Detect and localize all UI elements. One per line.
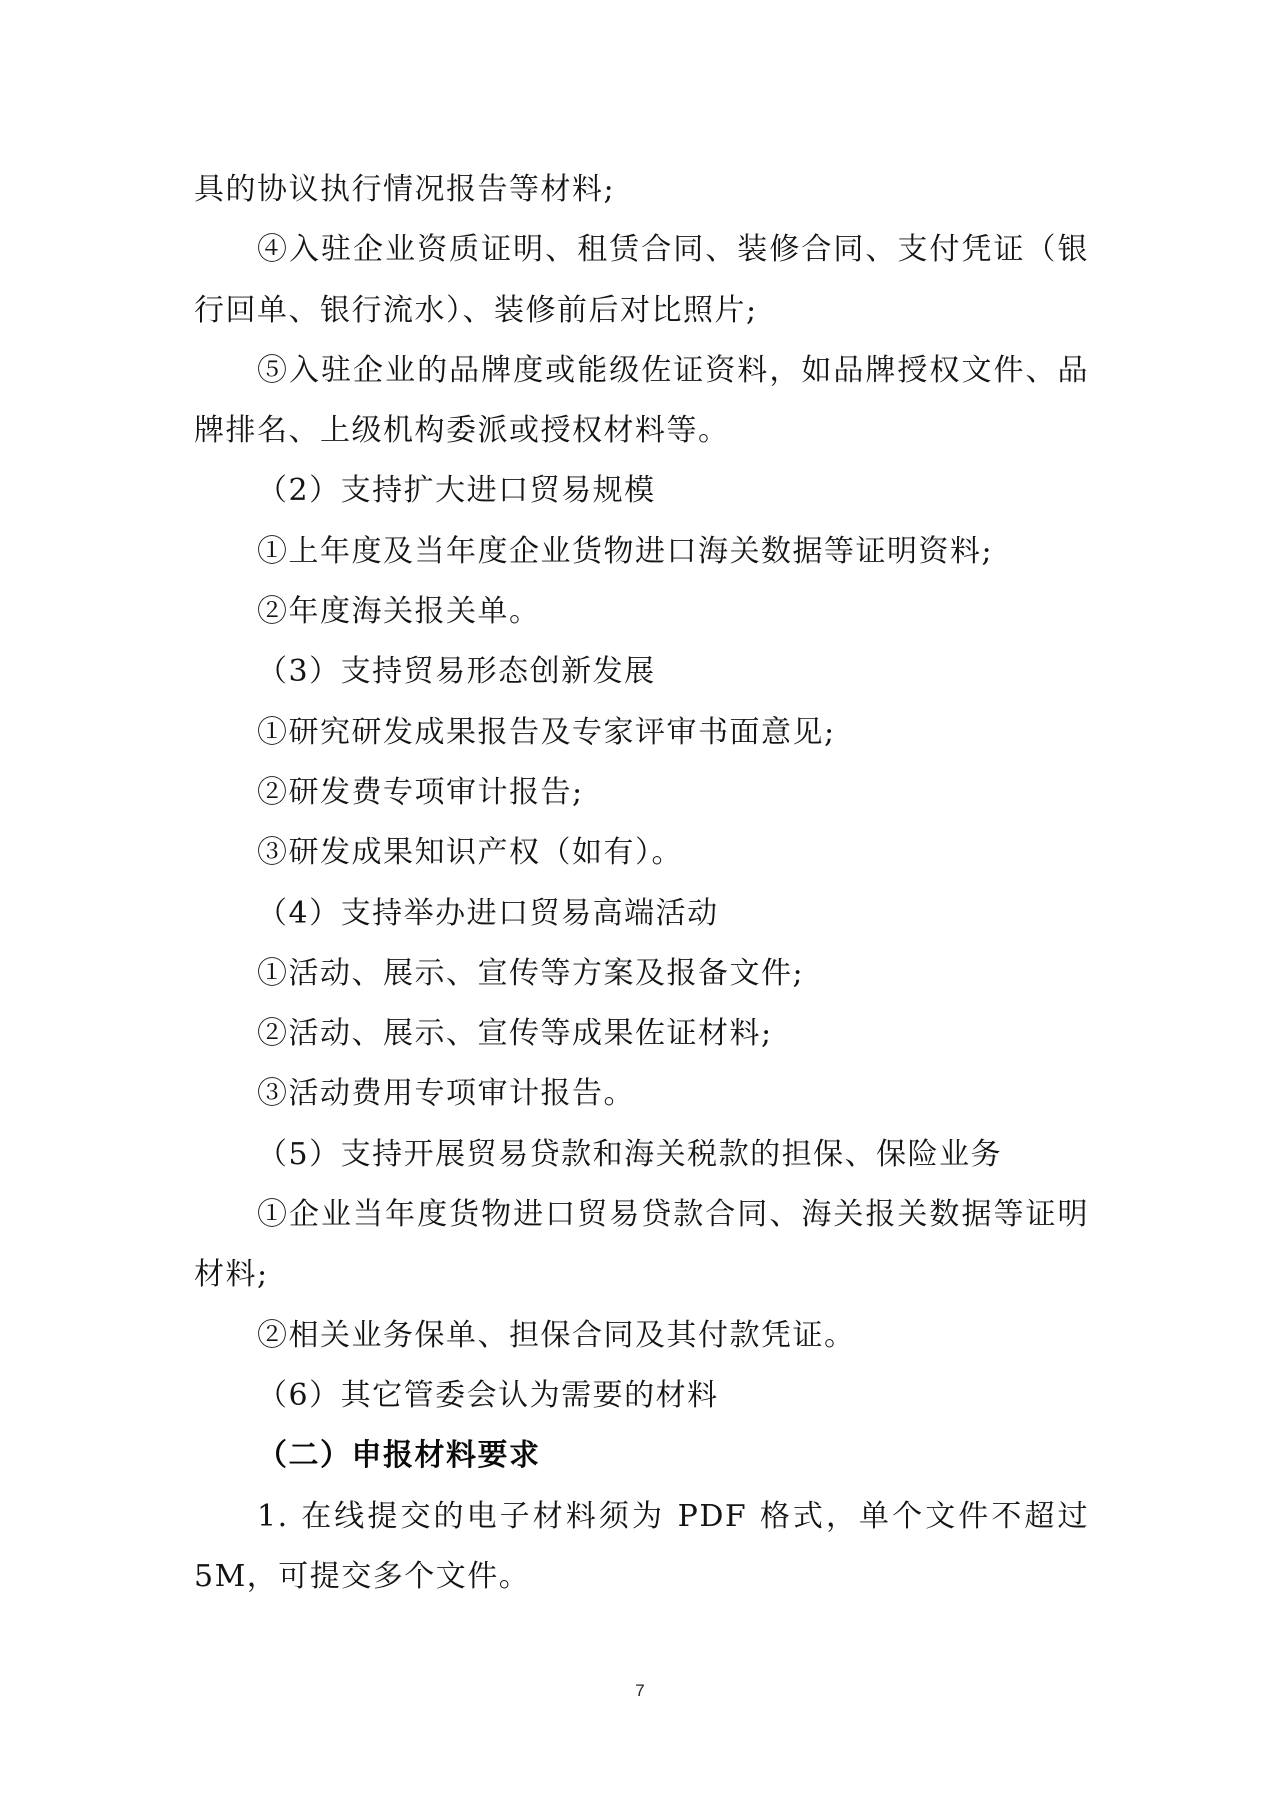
list-item-2 xyxy=(194,1306,1089,1366)
list-item-4 xyxy=(194,220,1089,341)
subsection-heading-2 xyxy=(194,461,1089,521)
text-line: ①活动、展示、宣传等方案及报备文件; xyxy=(257,955,805,991)
text-line: （2）支持扩大进口贸易规模 xyxy=(257,473,656,509)
text-line: 1. 在线提交的电子材料须为 PDF 格式，单个文件不超过 xyxy=(257,1498,1089,1534)
text-line: ②研发费专项审计报告; xyxy=(257,774,584,810)
paragraph-continuation xyxy=(194,160,1089,220)
text-line: （二）申报材料要求 xyxy=(257,1438,541,1474)
text-line: （6）其它管委会认为需要的材料 xyxy=(257,1377,719,1413)
list-item-1 xyxy=(194,522,1089,582)
list-item-2 xyxy=(194,763,1089,823)
subsection-heading-6 xyxy=(194,1366,1089,1426)
numbered-item-1 xyxy=(194,1487,1089,1608)
text-line: ⑤入驻企业的品牌度或能级佐证资料，如品牌授权文件、品 xyxy=(257,352,1089,388)
text-line: ①研究研发成果报告及专家评审书面意见; xyxy=(257,714,836,750)
text-line: ③活动费用专项审计报告。 xyxy=(257,1076,635,1112)
text-line: ①企业当年度货物进口贸易贷款合同、海关报关数据等证明 xyxy=(257,1197,1089,1233)
text-line: ②活动、展示、宣传等成果佐证材料; xyxy=(257,1016,773,1052)
text-line: （3）支持贸易形态创新发展 xyxy=(257,654,656,690)
text-line: （4）支持举办进口贸易高端活动 xyxy=(257,895,719,931)
text-line: （5）支持开展贸易贷款和海关税款的担保、保险业务 xyxy=(257,1136,1003,1172)
text-line: ②年度海关报关单。 xyxy=(257,594,541,630)
text-line: 牌排名、上级机构委派或授权材料等。 xyxy=(194,413,730,449)
list-item-2 xyxy=(194,582,1089,642)
list-item-2 xyxy=(194,1004,1089,1064)
text-line: ④入驻企业资质证明、租赁合同、装修合同、支付凭证（银 xyxy=(257,232,1089,268)
list-item-5 xyxy=(194,341,1089,462)
list-item-1 xyxy=(194,944,1089,1004)
document-body xyxy=(194,160,1089,1607)
text-line: ②相关业务保单、担保合同及其付款凭证。 xyxy=(257,1317,856,1353)
list-item-1 xyxy=(194,703,1089,763)
text-line: ③研发成果知识产权（如有）。 xyxy=(257,835,683,871)
text-line: ①上年度及当年度企业货物进口海关数据等证明资料; xyxy=(257,533,994,569)
subsection-heading-5 xyxy=(194,1125,1089,1185)
text-line: 行回单、银行流水）、装修前后对比照片; xyxy=(194,292,758,328)
list-item-3 xyxy=(194,1064,1089,1124)
text-line: 材料; xyxy=(194,1257,269,1293)
subsection-heading-3 xyxy=(194,642,1089,702)
subsection-heading-4 xyxy=(194,884,1089,944)
section-heading xyxy=(194,1426,1089,1486)
text-line: 5M，可提交多个文件。 xyxy=(194,1558,531,1594)
list-item-3 xyxy=(194,823,1089,883)
page-number: 7 xyxy=(635,1681,645,1700)
list-item-1 xyxy=(194,1185,1089,1306)
text-line: 具的协议执行情况报告等材料; xyxy=(194,172,616,207)
